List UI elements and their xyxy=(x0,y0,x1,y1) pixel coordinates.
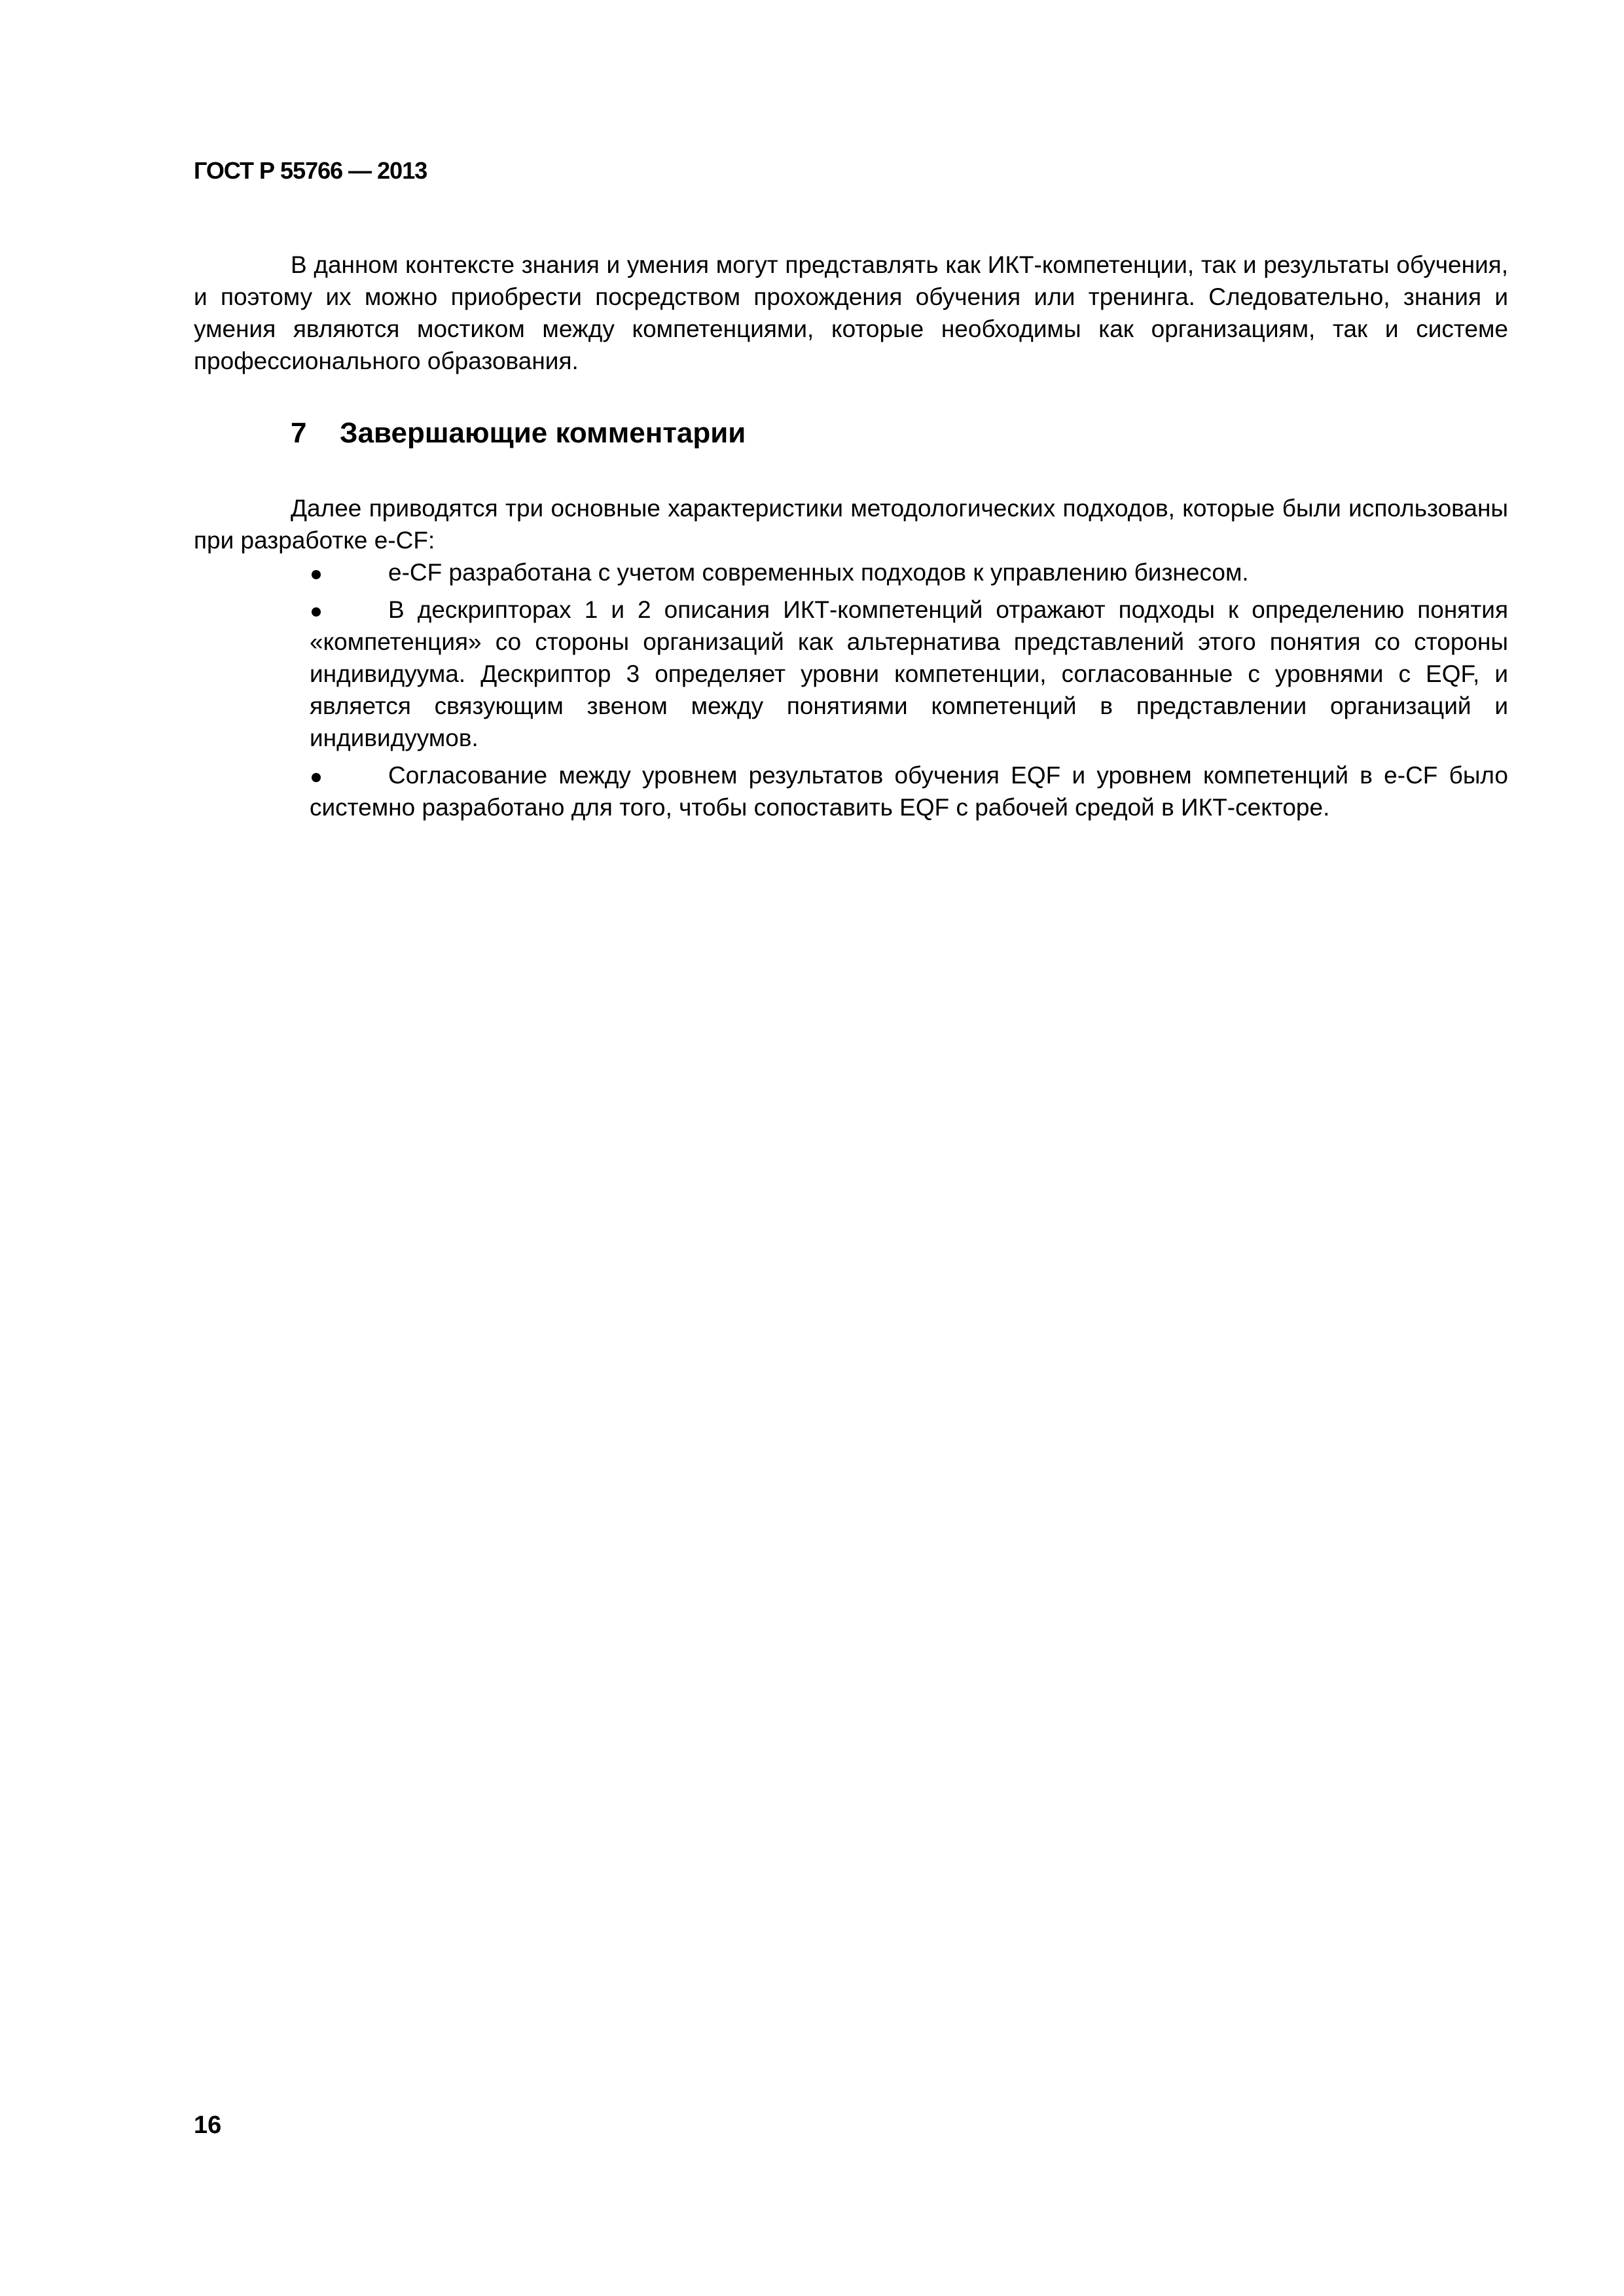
section-number: 7 xyxy=(291,417,307,449)
bullet-text: e-CF разработана с учетом современных подходов к управлению бизнесом. xyxy=(388,559,1249,586)
paragraph: В данном контексте знания и умения могут представлять как ИКТ-компетенции, так и результаты обучения, и поэтому их можно приобрести посредством прохождения обучения или тренинга. Следовательно, знания и умения являются мостиком между компетенциями, которые необходимы как организациям, так и системе профессионального образования. xyxy=(194,251,1508,374)
section-heading xyxy=(291,414,1508,453)
bullet-item xyxy=(310,594,1508,754)
bullet-icon xyxy=(312,607,321,617)
document-body xyxy=(194,249,1508,829)
page-number: 16 xyxy=(194,2111,222,2139)
intro-paragraph: Далее приводятся три основные характеристики методологических подходов, которые были использованы при разработке e-CF: xyxy=(194,495,1508,554)
bullet-text: В дескрипторах 1 и 2 описания ИКТ-компетенций отражают подходы к определению понятия «компетенция» со стороны организаций как альтернатива представлений этого понятия со стороны индивидуума. Дескриптор 3 определяет уровни компетенции, согласованные с уровнями с EQF, и является связующим звеном между понятиями компетенций в представлении организаций и индивидуумов. xyxy=(310,596,1508,751)
standard-id-header: ГОСТ Р 55766 — 2013 xyxy=(194,157,427,184)
bullet-item xyxy=(310,759,1508,823)
bullet-list xyxy=(194,556,1508,823)
bullet-text: Согласование между уровнем результатов обучения EQF и уровнем компетенций в e-CF было системно разработано для того, чтобы сопоставить EQF с рабочей средой в ИКТ-секторе. xyxy=(310,762,1508,821)
section-title: Завершающие комментарии xyxy=(340,417,746,449)
bullet-icon xyxy=(312,570,321,579)
bullet-icon xyxy=(312,773,321,782)
bullet-item xyxy=(310,556,1508,588)
